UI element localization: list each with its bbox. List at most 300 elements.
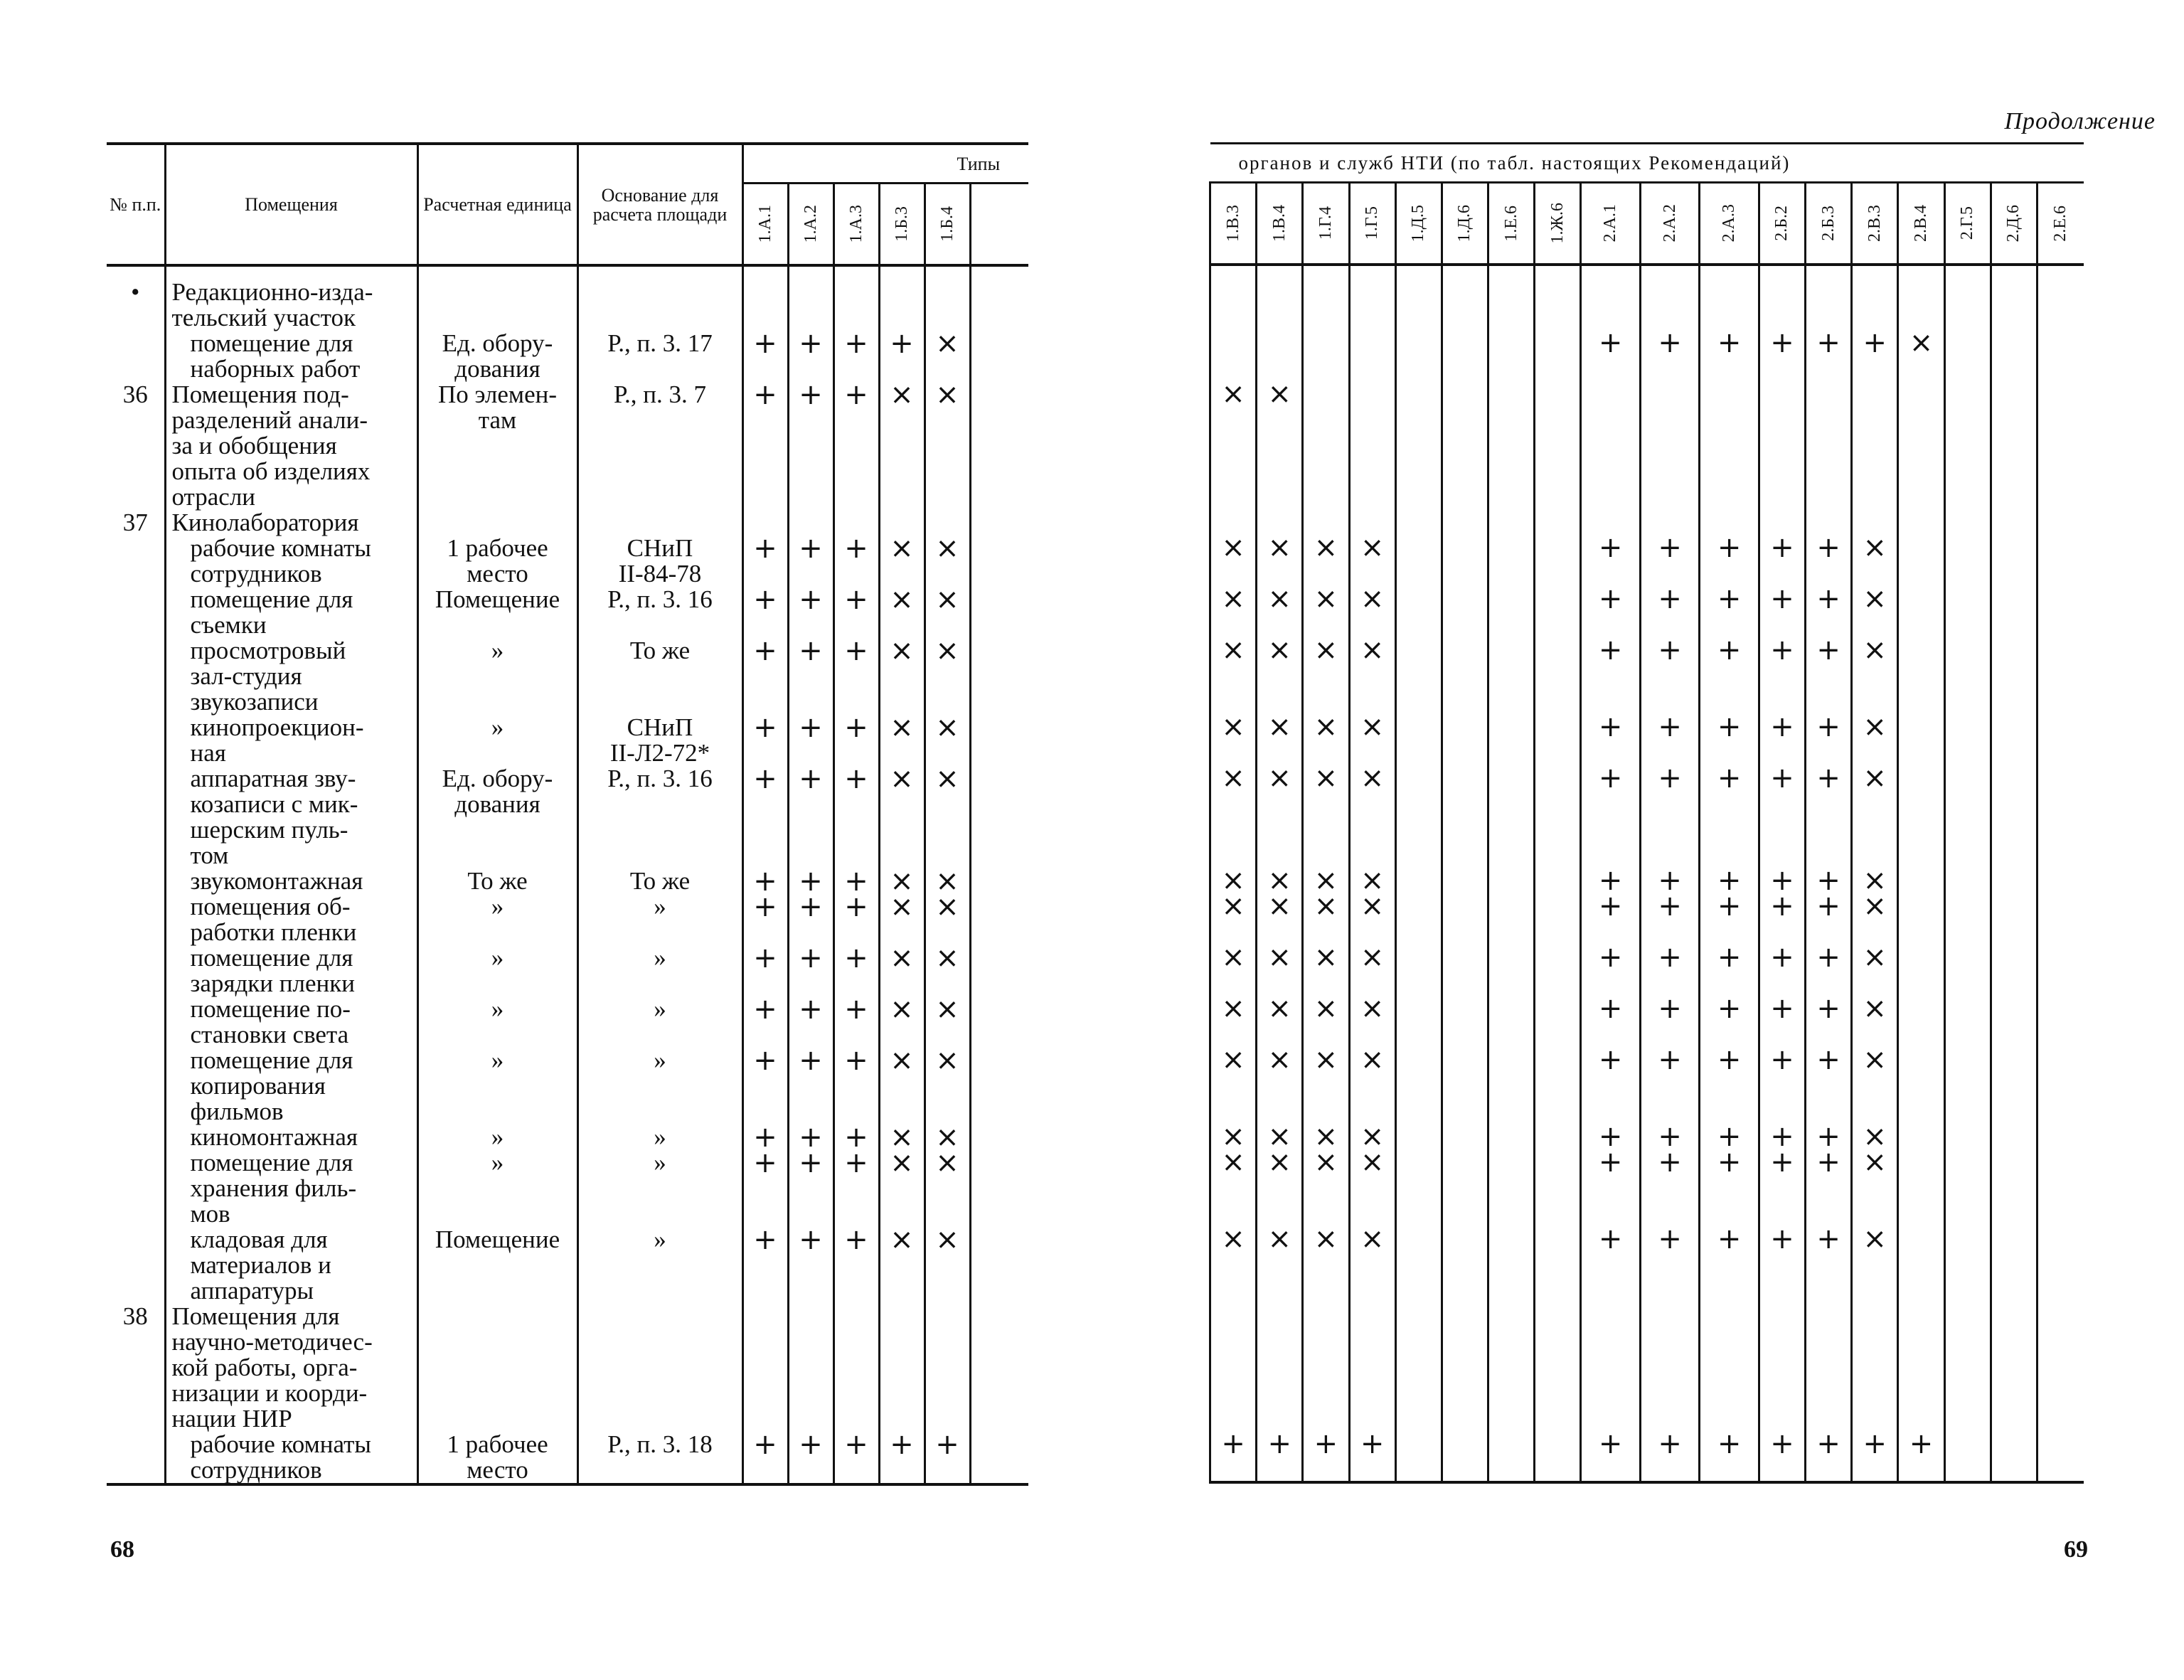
- room-name-line: том: [190, 841, 229, 869]
- type-mark: [1535, 586, 1581, 637]
- type-mark-spacer: [970, 1150, 1028, 1227]
- room-name-line: помещения об-: [190, 893, 351, 920]
- type-mark: +: [1806, 586, 1852, 637]
- type-mark: +: [1640, 1226, 1700, 1303]
- type-mark: ×: [1210, 1124, 1257, 1149]
- table-row: [1210, 1047, 2084, 1124]
- room-name-line: копирования: [190, 1072, 326, 1100]
- type-mark: [2037, 1226, 2084, 1303]
- type-mark: ×: [1349, 945, 1395, 996]
- type-mark: +: [833, 1432, 879, 1484]
- type-mark-spacer: [970, 382, 1028, 510]
- type-mark: [1944, 279, 1991, 330]
- type-label: 1.В.4: [1269, 204, 1289, 242]
- type-mark: +: [1581, 1047, 1641, 1124]
- left-page: [0, 0, 1031, 1680]
- basis-line: Р., п. 3. 7: [613, 381, 707, 408]
- type-mark: +: [1759, 945, 1805, 996]
- type-mark: ×: [1257, 1124, 1303, 1149]
- room-name-line: помещение для: [190, 329, 353, 357]
- room-name-line: Кинолаборатория: [171, 509, 359, 536]
- room-name-line: просмотровый: [190, 637, 346, 664]
- type-mark: +: [1581, 586, 1641, 637]
- type-header-left: [925, 184, 970, 266]
- type-mark: [1991, 945, 2037, 996]
- type-mark: [1991, 509, 2037, 535]
- row-number: •: [131, 278, 140, 306]
- table-row: [107, 331, 1028, 382]
- type-mark: +: [1581, 637, 1641, 714]
- row-number: [107, 945, 165, 996]
- type-mark: [1759, 381, 1805, 509]
- type-mark-spacer: [970, 996, 1028, 1048]
- type-label: 2.Г.5: [1958, 206, 1977, 240]
- type-mark: [1991, 893, 2037, 945]
- type-mark: ×: [1303, 1149, 1349, 1226]
- type-mark: +: [742, 1150, 788, 1227]
- type-mark: ×: [1852, 893, 1898, 945]
- type-mark: [1700, 279, 1759, 330]
- room-name-line: аппаратуры: [190, 1277, 314, 1304]
- type-mark: ×: [1303, 996, 1349, 1047]
- type-mark: ×: [1349, 1149, 1395, 1226]
- type-mark: ×: [879, 1150, 925, 1227]
- type-label: 2.Б.3: [1818, 206, 1838, 241]
- type-mark: ×: [1303, 714, 1349, 765]
- room-name: [165, 331, 417, 382]
- type-mark: [1898, 509, 1944, 535]
- table-row: [107, 536, 1028, 587]
- type-mark: [1442, 1149, 1488, 1226]
- type-mark: [1395, 1303, 1442, 1431]
- basis-line: »: [654, 893, 666, 920]
- row-number: [107, 766, 165, 868]
- type-mark: [1806, 381, 1852, 509]
- row-number: [107, 1150, 165, 1227]
- unit-line: »: [491, 1046, 504, 1074]
- type-mark: +: [833, 868, 879, 894]
- room-name: [165, 868, 417, 894]
- type-mark: [742, 280, 788, 331]
- type-mark: +: [1759, 1047, 1805, 1124]
- type-mark: [1991, 714, 2037, 765]
- type-mark: +: [1581, 1149, 1641, 1226]
- unit-line: дования: [454, 790, 540, 818]
- header-types: Типы: [742, 144, 1028, 184]
- type-mark: [1488, 893, 1535, 945]
- type-mark: [2037, 509, 2084, 535]
- type-mark: +: [742, 894, 788, 945]
- type-mark: +: [1640, 996, 1700, 1047]
- type-mark: [1991, 330, 2037, 381]
- type-mark-spacer: [970, 868, 1028, 894]
- unit-line: »: [491, 995, 504, 1023]
- room-name-line: рабочие комнаты: [190, 1430, 371, 1458]
- unit-line: 1 рабочее: [447, 1430, 548, 1458]
- type-mark: [1442, 381, 1488, 509]
- unit-line: То же: [467, 867, 528, 895]
- type-header-right: [1898, 183, 1944, 265]
- type-mark: +: [1581, 765, 1641, 868]
- type-mark: [1991, 765, 2037, 868]
- type-mark: +: [1581, 868, 1641, 893]
- type-mark: +: [1759, 996, 1805, 1047]
- type-mark: +: [1640, 765, 1700, 868]
- type-mark: +: [1640, 714, 1700, 765]
- row-number: 38: [122, 1302, 148, 1330]
- basis-line: Р., п. 3. 16: [607, 765, 713, 792]
- type-mark: [1991, 1047, 2037, 1124]
- type-mark: +: [788, 587, 833, 638]
- unit-cell: [417, 894, 577, 945]
- table-row: [1210, 868, 2084, 893]
- type-mark: [1488, 509, 1535, 535]
- type-mark: +: [833, 1125, 879, 1150]
- type-mark: [1303, 330, 1349, 381]
- type-mark: ×: [879, 1227, 925, 1304]
- type-mark: +: [742, 1227, 788, 1304]
- type-mark: +: [1806, 893, 1852, 945]
- type-mark: +: [1759, 586, 1805, 637]
- room-name-line: опыта об изделиях: [171, 457, 371, 485]
- type-mark: [1303, 1303, 1349, 1431]
- type-mark: [2037, 945, 2084, 996]
- table-row: [1210, 714, 2084, 765]
- type-mark: [1944, 765, 1991, 868]
- type-mark: ×: [1852, 996, 1898, 1047]
- header-basis: Основание для расчета площади: [577, 144, 742, 265]
- type-mark-spacer: [970, 510, 1028, 536]
- type-label: 1.В.3: [1223, 204, 1242, 242]
- type-mark: +: [1640, 1149, 1700, 1226]
- type-mark: [1442, 996, 1488, 1047]
- type-mark: +: [1806, 1226, 1852, 1303]
- type-mark: +: [1759, 330, 1805, 381]
- type-header-right: [1303, 183, 1349, 265]
- type-mark: [1898, 1149, 1944, 1226]
- basis-cell: [577, 766, 742, 868]
- type-mark: ×: [925, 382, 970, 510]
- type-label: 1.Г.4: [1316, 206, 1335, 240]
- type-mark: [2037, 279, 2084, 330]
- type-mark: [1535, 1226, 1581, 1303]
- type-mark: ×: [1852, 1226, 1898, 1303]
- type-mark: [1944, 1149, 1991, 1226]
- type-mark: ×: [879, 868, 925, 894]
- basis-cell: [577, 945, 742, 996]
- type-mark: +: [1759, 893, 1805, 945]
- type-mark: [1488, 279, 1535, 330]
- basis-cell: [577, 1304, 742, 1432]
- type-label: 2.А.2: [1660, 204, 1679, 243]
- type-mark: ×: [1303, 586, 1349, 637]
- type-header-left: [879, 184, 925, 266]
- type-mark: ×: [1257, 765, 1303, 868]
- type-mark: [1991, 1303, 2037, 1431]
- type-header-right: [1759, 183, 1805, 265]
- room-name-line: хранения филь-: [190, 1174, 357, 1202]
- type-mark: [2037, 1047, 2084, 1124]
- type-mark: [1395, 765, 1442, 868]
- type-label: 2.В.3: [1865, 204, 1884, 242]
- unit-cell: [417, 1227, 577, 1304]
- type-mark: +: [1581, 330, 1641, 381]
- type-header-right: [1488, 183, 1535, 265]
- type-mark: [1488, 1303, 1535, 1431]
- unit-line: 1 рабочее: [447, 534, 548, 562]
- type-mark: ×: [1852, 945, 1898, 996]
- room-name: [165, 945, 417, 996]
- type-mark: [1944, 1124, 1991, 1149]
- type-label: 1.Б.4: [937, 206, 957, 242]
- type-mark: [1257, 330, 1303, 381]
- row-number: 37: [122, 509, 148, 536]
- type-mark: ×: [1257, 868, 1303, 893]
- basis-cell: [577, 996, 742, 1048]
- table-row: [107, 1048, 1028, 1125]
- type-mark: [1442, 765, 1488, 868]
- basis-line: II-Л2-72*: [609, 739, 710, 767]
- type-mark: [1535, 1124, 1581, 1149]
- type-mark: [1581, 1303, 1641, 1431]
- type-mark: ×: [925, 536, 970, 587]
- type-mark: ×: [1349, 586, 1395, 637]
- room-name: [165, 1432, 417, 1484]
- type-mark: ×: [879, 536, 925, 587]
- type-mark: ×: [1210, 996, 1257, 1047]
- room-name-line: помещение по-: [190, 995, 351, 1023]
- table-row: [1210, 765, 2084, 868]
- type-mark: +: [1806, 945, 1852, 996]
- type-mark: [1395, 586, 1442, 637]
- type-mark: +: [1700, 1149, 1759, 1226]
- type-mark: [1488, 1047, 1535, 1124]
- type-header-right: [1700, 183, 1759, 265]
- basis-line: СНиП: [627, 713, 693, 741]
- type-mark: [1210, 1303, 1257, 1431]
- type-mark: ×: [1852, 637, 1898, 714]
- unit-line: По элемен-: [438, 381, 557, 408]
- room-name-line: съемки: [190, 611, 267, 639]
- type-mark: +: [1852, 330, 1898, 381]
- basis-cell: [577, 1048, 742, 1125]
- type-mark: ×: [879, 1048, 925, 1125]
- room-name-line: помещение для: [190, 585, 353, 613]
- type-header-right: [2037, 183, 2084, 265]
- type-mark: [1944, 1226, 1991, 1303]
- type-mark: ×: [1210, 945, 1257, 996]
- type-mark: +: [1581, 535, 1641, 586]
- type-mark: [1442, 1303, 1488, 1431]
- type-label: 2.Б.2: [1772, 206, 1791, 241]
- type-mark: [1535, 637, 1581, 714]
- type-mark: [2037, 893, 2084, 945]
- type-mark: ×: [1210, 714, 1257, 765]
- room-name-line: научно-методичес-: [171, 1328, 373, 1356]
- type-mark: ×: [1210, 868, 1257, 893]
- table-row: [107, 715, 1028, 766]
- type-mark: [2037, 1431, 2084, 1482]
- type-mark: [1898, 1226, 1944, 1303]
- type-mark: [1488, 535, 1535, 586]
- type-mark: [1991, 1226, 2037, 1303]
- type-mark: [1535, 1431, 1581, 1482]
- type-mark: [1488, 765, 1535, 868]
- type-mark: +: [1759, 1226, 1805, 1303]
- type-mark: [1898, 1047, 1944, 1124]
- table-row: [1210, 1431, 2084, 1482]
- type-mark: +: [742, 1432, 788, 1484]
- type-mark: [1535, 1303, 1581, 1431]
- type-mark: [1488, 1226, 1535, 1303]
- type-mark: ×: [1210, 765, 1257, 868]
- right-page: [1181, 0, 2184, 1680]
- type-mark: [1944, 714, 1991, 765]
- room-name-line: за и обобщения: [171, 432, 337, 459]
- row-number: [107, 868, 165, 894]
- type-mark: ×: [1210, 1047, 1257, 1124]
- basis-cell: [577, 382, 742, 510]
- table-row: [107, 1304, 1028, 1432]
- type-mark: +: [1759, 1149, 1805, 1226]
- row-number: [107, 1432, 165, 1484]
- type-mark: +: [742, 868, 788, 894]
- basis-line: То же: [629, 867, 691, 895]
- type-mark: +: [833, 382, 879, 510]
- type-mark: ×: [1303, 765, 1349, 868]
- type-mark-spacer: [970, 1432, 1028, 1484]
- type-mark: [1395, 330, 1442, 381]
- unit-line: »: [491, 637, 504, 664]
- type-mark: +: [788, 331, 833, 382]
- header-unit: Расчетная единица: [417, 144, 577, 265]
- type-mark-spacer: [970, 715, 1028, 766]
- type-mark: +: [833, 996, 879, 1048]
- type-mark: [1944, 1431, 1991, 1482]
- type-mark: [1257, 1303, 1303, 1431]
- type-mark: [2037, 586, 2084, 637]
- table-row: [1210, 893, 2084, 945]
- type-mark: [1535, 945, 1581, 996]
- type-mark: [2037, 868, 2084, 893]
- type-mark: +: [1700, 996, 1759, 1047]
- room-name-line: помещение для: [190, 944, 353, 972]
- unit-cell: [417, 280, 577, 331]
- type-mark: [1488, 637, 1535, 714]
- type-mark: [1991, 279, 2037, 330]
- row-number: [107, 331, 165, 382]
- type-mark: +: [833, 1227, 879, 1304]
- type-mark: [1395, 996, 1442, 1047]
- type-label: 1.Г.5: [1363, 206, 1382, 240]
- type-mark: [1898, 381, 1944, 509]
- type-mark: ×: [1210, 586, 1257, 637]
- type-mark: +: [1640, 945, 1700, 996]
- type-mark-spacer: [970, 1048, 1028, 1125]
- type-mark: +: [1700, 1226, 1759, 1303]
- type-mark: [1442, 330, 1488, 381]
- type-mark: ×: [879, 996, 925, 1048]
- type-mark: ×: [1257, 586, 1303, 637]
- type-mark: ×: [1257, 714, 1303, 765]
- room-name-line: звукомонтажная: [190, 867, 363, 895]
- type-mark: +: [833, 1150, 879, 1227]
- type-mark: +: [1581, 1124, 1641, 1149]
- type-mark: +: [925, 1432, 970, 1484]
- type-mark: [1944, 1047, 1991, 1124]
- type-mark: [833, 280, 879, 331]
- type-mark: ×: [1852, 1047, 1898, 1124]
- type-mark: [1210, 279, 1257, 330]
- type-mark: [1395, 535, 1442, 586]
- type-mark: ×: [1257, 1226, 1303, 1303]
- room-name-line: ная: [190, 739, 226, 767]
- type-mark: ×: [1303, 893, 1349, 945]
- type-mark: ×: [1303, 535, 1349, 586]
- type-mark: [1395, 509, 1442, 535]
- type-mark: ×: [1257, 893, 1303, 945]
- type-mark: +: [742, 331, 788, 382]
- unit-cell: [417, 1432, 577, 1484]
- type-header-left: [788, 184, 833, 266]
- type-mark: [788, 280, 833, 331]
- basis-line: »: [654, 1149, 666, 1176]
- type-mark: [1640, 1303, 1700, 1431]
- type-mark: [1759, 279, 1805, 330]
- type-mark: ×: [1898, 330, 1944, 381]
- table-row: [1210, 1303, 2084, 1431]
- type-mark: +: [1640, 893, 1700, 945]
- unit-cell: [417, 382, 577, 510]
- type-label: 1.Д.5: [1409, 204, 1428, 243]
- type-mark: +: [742, 1125, 788, 1150]
- type-mark: +: [1806, 330, 1852, 381]
- row-number: 36: [122, 381, 148, 408]
- unit-cell: [417, 1048, 577, 1125]
- type-mark: [1535, 535, 1581, 586]
- type-mark: [1535, 868, 1581, 893]
- type-mark: [1944, 893, 1991, 945]
- type-mark: [925, 280, 970, 331]
- type-mark: ×: [1349, 893, 1395, 945]
- type-mark: [788, 1304, 833, 1432]
- type-header-right: [1395, 183, 1442, 265]
- type-label: 1.Б.3: [892, 206, 911, 242]
- type-mark: +: [1806, 765, 1852, 868]
- row-number: [107, 638, 165, 715]
- type-mark: ×: [1257, 996, 1303, 1047]
- type-mark: ×: [1349, 714, 1395, 765]
- type-mark: +: [1806, 996, 1852, 1047]
- unit-cell: [417, 868, 577, 894]
- type-mark: [1488, 330, 1535, 381]
- table-row: [107, 1432, 1028, 1484]
- basis-line: »: [654, 1123, 666, 1151]
- type-label: 1.Ж.6: [1548, 203, 1567, 244]
- room-name-line: материалов и: [190, 1251, 331, 1279]
- table-row: [1210, 330, 2084, 381]
- type-mark: +: [1700, 1124, 1759, 1149]
- room-name: [165, 1227, 417, 1304]
- room-name-line: шерским пуль-: [190, 816, 348, 844]
- type-label: 1.А.3: [846, 205, 865, 243]
- type-mark: [1535, 714, 1581, 765]
- type-mark: [1852, 1303, 1898, 1431]
- type-mark: [1395, 1124, 1442, 1149]
- type-mark: [1535, 330, 1581, 381]
- room-name-line: кой работы, орга-: [171, 1354, 358, 1381]
- unit-line: место: [467, 1456, 528, 1484]
